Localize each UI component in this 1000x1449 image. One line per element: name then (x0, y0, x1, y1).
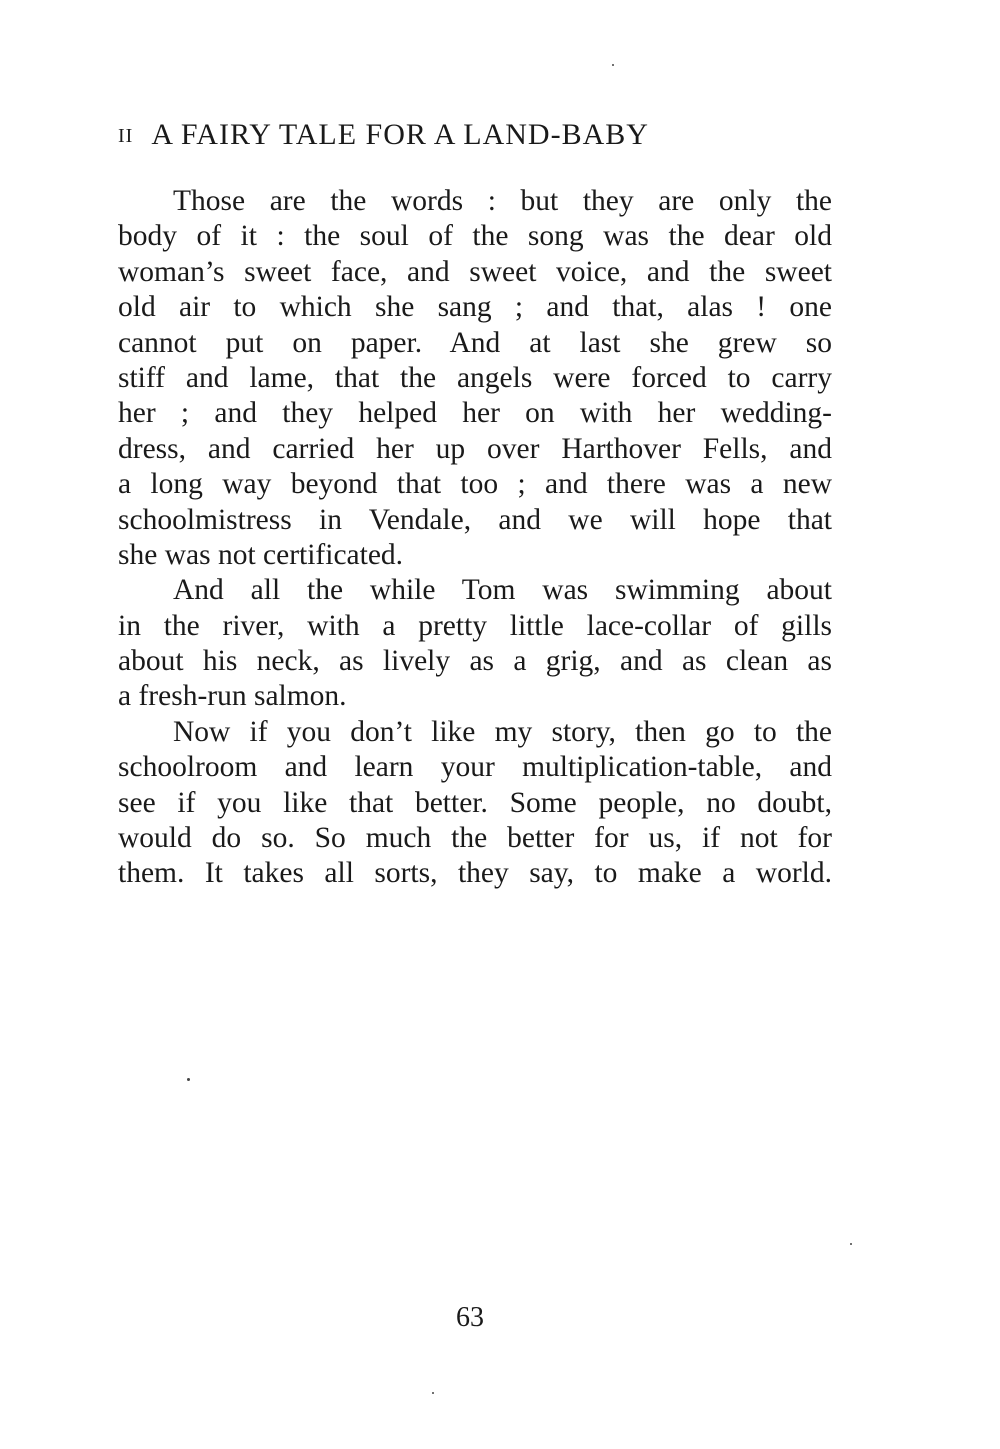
paragraph-2 (118, 573, 832, 715)
print-speck (850, 1243, 852, 1245)
text-line: Now if you don’t like my story, then go to the (173, 715, 832, 748)
text-line: cannot put on paper. And at last she grew so (118, 326, 832, 359)
body-text (118, 184, 832, 892)
text-line: stiff and lame, that the angels were forced to carry (118, 361, 832, 394)
page-number (0, 1302, 1000, 1334)
print-speck (432, 1392, 434, 1394)
text-line: And all the while Tom was swimming about (173, 574, 832, 607)
print-speck (612, 64, 614, 66)
text-line: her ; and they helped her on with her wedding- (118, 397, 832, 430)
text-line: about his neck, as lively as a grig, and as clean as (118, 645, 832, 678)
running-head (118, 118, 832, 162)
page-number-text: 63 (456, 1302, 484, 1333)
text-line: would do so. So much the better for us, if not for (118, 822, 832, 855)
chapter-number: II (118, 125, 134, 147)
paragraph-1 (118, 184, 832, 573)
text-line: body of it : the soul of the song was the dear old (118, 220, 832, 253)
text-line: a fresh-run salmon. (118, 680, 347, 713)
text-line: see if you like that better. Some people, no doubt, (118, 786, 832, 819)
text-line: dress, and carried her up over Harthover Fells, and (118, 432, 832, 465)
print-speck (187, 1078, 190, 1081)
text-line: them. It takes all sorts, they say, to make a world. (118, 857, 832, 890)
paragraph-3 (118, 715, 832, 892)
text-line: schoolmistress in Vendale, and we will hope that (118, 503, 832, 536)
text-line: in the river, with a pretty little lace-collar of gills (118, 609, 832, 642)
text-line: a long way beyond that too ; and there was a new (118, 468, 832, 501)
text-line: old air to which she sang ; and that, alas ! one (118, 291, 832, 324)
text-line: woman’s sweet face, and sweet voice, and the sweet (118, 255, 832, 288)
text-line: she was not certificated. (118, 538, 404, 571)
text-line: Those are the words : but they are only the (173, 185, 832, 217)
text-line: schoolroom and learn your multiplication-table, and (118, 751, 832, 784)
running-head-title: A FAIRY TALE FOR A LAND-BABY (151, 118, 649, 151)
